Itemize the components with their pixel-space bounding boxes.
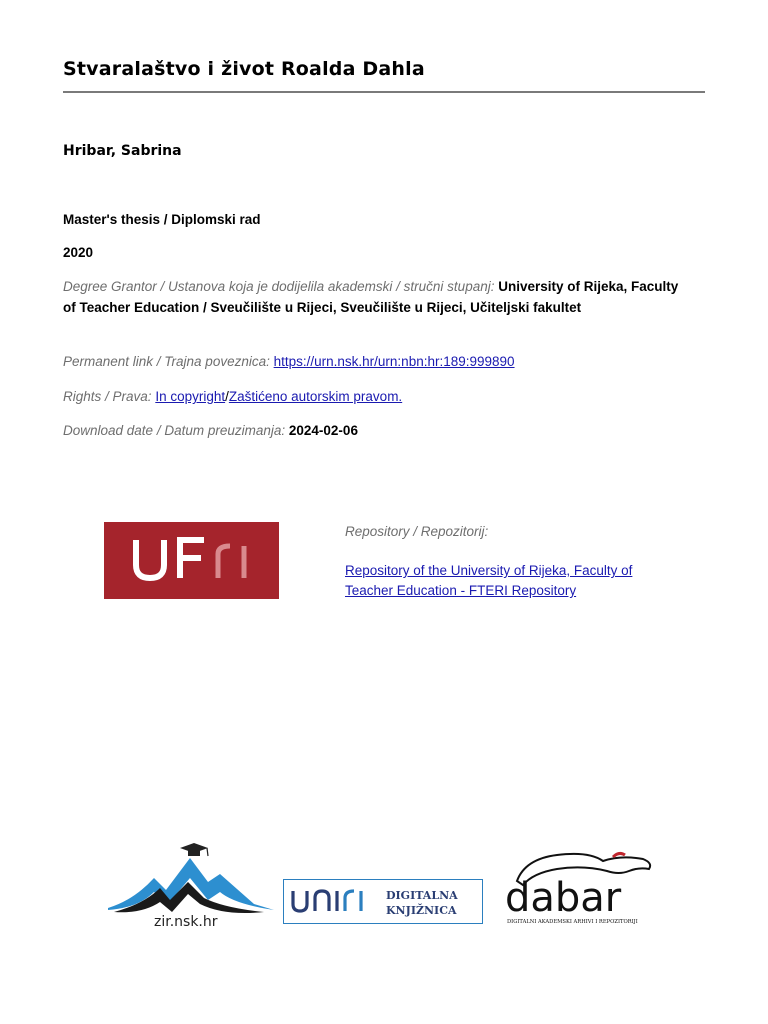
document-title: Stvaralaštvo i život Roalda Dahla	[63, 58, 425, 80]
degree-grantor-label: Degree Grantor / Ustanova koja je dodijelila akademski / stručni stupanj:	[63, 279, 495, 294]
rights-separator: /	[225, 389, 229, 404]
zir-mountain-icon	[104, 838, 280, 930]
rights-link-in-copyright[interactable]: In copyright	[155, 389, 226, 404]
permanent-link-url[interactable]: https://urn.nsk.hr/urn:nbn:hr:189:999890	[273, 354, 515, 369]
download-date-label: Download date / Datum preuzimanja:	[63, 423, 286, 438]
dabar-subtitle: DIGITALNI AKADEMSKI ARHIVI I REPOZITORIJI	[507, 919, 638, 925]
rights-label: Rights / Prava:	[63, 389, 152, 404]
dabar-text: dabar	[505, 875, 622, 921]
download-date-value: 2024-02-06	[288, 423, 358, 438]
rights	[63, 386, 693, 407]
author-name: Hribar, Sabrina	[63, 143, 182, 159]
dabar-logo	[503, 845, 663, 927]
zir-text: zir.nsk.hr	[154, 914, 218, 930]
permanent-link-label: Permanent link / Trajna poveznica:	[63, 354, 270, 369]
degree-grantor-value: University of Rijeka, Faculty of Teacher Education / Sveučilište u Rijeci, Sveučilište u Rijeci, Učiteljski fakultet	[63, 279, 679, 315]
uniri-digitalna-knjiznica-logo	[283, 879, 483, 924]
download-date	[63, 420, 693, 441]
uniri-sub-digitalna: DIGITALNA	[386, 889, 458, 902]
ufri-logo	[104, 522, 279, 599]
repository-link-container	[345, 561, 665, 601]
repository-label: Repository / Repozitorij:	[345, 524, 489, 539]
document-year: 2020	[63, 245, 94, 260]
repository-link[interactable]: Repository of the University of Rijeka, Faculty of Teacher Education - FTERI Repository	[345, 563, 633, 598]
uniri-sub-knjiznica: KNJIŽNICA	[386, 904, 457, 917]
degree-grantor	[63, 276, 693, 318]
dabar-beaver-icon	[503, 845, 663, 927]
ufri-logo-mark	[104, 522, 279, 599]
permanent-link	[63, 351, 693, 372]
title-divider	[63, 91, 705, 93]
uniri-logo-mark	[284, 880, 481, 922]
document-type: Master's thesis / Diplomski rad	[63, 212, 261, 227]
zir-logo	[104, 838, 280, 930]
rights-link-zasticeno[interactable]: Zaštićeno autorskim pravom.	[228, 389, 403, 404]
